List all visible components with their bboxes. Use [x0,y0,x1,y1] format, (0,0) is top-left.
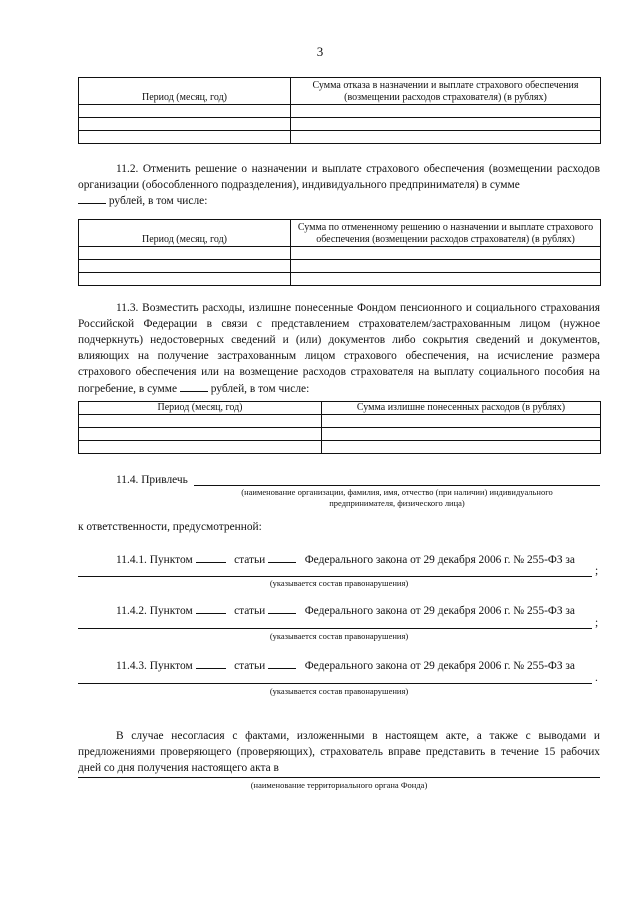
paragraph-11-4-label: 11.4. Привлечь [116,474,188,486]
table-header-amount: Сумма отказа в назначении и выплате страхового обеспечения (возмещении расходов страхователя) (в рублях) [291,78,601,105]
table-excess [78,401,601,454]
article-blank [268,551,296,563]
offense-caption: (указывается состав правонарушения) [269,631,409,641]
paragraph-11-2: 11.2. Отменить решение о назначении и выплате страхового обеспечения (возмещении расходов организации (обособленного подразделения), индивидуального предпринимателя) в сумме [78,163,600,191]
table-row [79,415,601,428]
territorial-body-caption: (наименование территориального органа Фонда) [250,780,428,790]
organization-line [194,485,600,486]
table-row [79,441,601,454]
table-header-amount: Сумма по отмененному решению о назначении и выплате страхового обеспечения (возмещении расходов страхователя) (в рублях) [291,220,601,247]
territorial-body-line [78,777,600,778]
article-blank [268,657,296,669]
table-header-period: Период (месяц, год) [79,220,291,247]
offense-caption: (указывается состав правонарушения) [269,578,409,588]
responsibility-text: к ответственности, предусмотренной: [78,521,262,533]
table-cancelled [78,219,601,286]
offense-line [78,628,592,629]
point-blank [196,551,226,563]
item-11-4-3: 11.4.3. Пунктом статьи Федерального закона от 29 декабря 2006 г. № 255-ФЗ за [116,657,575,673]
sum-blank [78,192,106,204]
table-row [79,131,601,144]
organization-caption: (наименование организации, фамилия, имя, отчество (при наличии) индивидуального предпринимателя, физического лица) [241,487,553,508]
table-header-period: Период (месяц, год) [79,78,291,105]
table-row [79,118,601,131]
table-row [79,428,601,441]
paragraph-11-3: 11.3. Возместить расходы, излишне понесенные Фондом пенсионного и социального страхования Российской Федерации в связи с представлением страхователем/застрахованным лицом (нужное подчеркнуть) недостоверных сведений и (или) документов либо сокрытия сведений и документов, влияющих на получение застрахованным лицом страхового обеспечения, на исчисление размера страхового обеспечения или на возмещение расходов страхователя на выплату социального пособия на погребение, в сумме рублей, в том числе: [78,302,600,395]
table-header-amount: Сумма излишне понесенных расходов (в рублях) [322,402,601,415]
item-11-4-2: 11.4.2. Пунктом статьи Федерального закона от 29 декабря 2006 г. № 255-ФЗ за [116,602,575,618]
item-11-4-1: 11.4.1. Пунктом статьи Федерального закона от 29 декабря 2006 г. № 255-ФЗ за [116,551,575,567]
line-end-mark: ; [595,617,599,629]
offense-line [78,576,592,577]
table-row [79,273,601,286]
page-number: 3 [316,44,324,59]
table-row [79,247,601,260]
paragraph-11-2-sum: рублей, в том числе: [78,192,207,208]
sum-blank [180,380,208,392]
line-end-mark: ; [595,565,599,577]
point-blank [196,657,226,669]
table-row [79,105,601,118]
final-paragraph: В случае несогласия с фактами, изложенными в настоящем акте, а также с выводами и предложениями проверяющего (проверяющих), страхователь вправе представить в течение 15 рабочих дней со дня получения настоящего акта в [78,730,600,774]
line-end-mark: . [595,672,598,684]
table-header-period: Период (месяц, год) [79,402,322,415]
point-blank [196,602,226,614]
article-blank [268,602,296,614]
offense-line [78,683,592,684]
offense-caption: (указывается состав правонарушения) [269,686,409,696]
table-refusal [78,77,601,144]
table-row [79,260,601,273]
